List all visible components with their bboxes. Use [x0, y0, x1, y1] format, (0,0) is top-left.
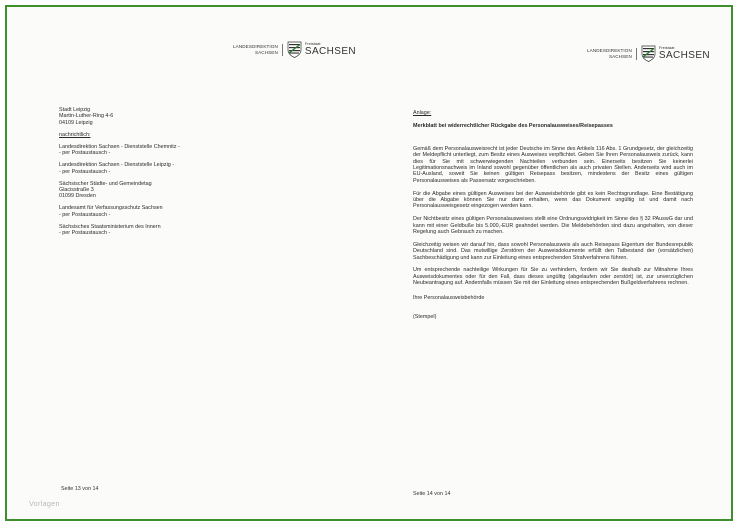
page-number: Seite 14 von 14 [413, 491, 451, 497]
address-column [59, 107, 259, 242]
cc-entry: Sächsischer Städte- und Gemeindetag Glacisstraße 3 01099 Dresden [59, 180, 152, 200]
body-paragraph: Gemäß dem Personalausweisrecht ist jeder Deutsche im Sinne des Artikels 116 Abs. 1 Grundgesetz, der gleichzeitig der Meldepflicht unterliegt, zum Besitz eines Ausweises verpflichtet. Geben Sie Ihren Personalausweis zurück, kann dies für Sie mit schwerwiegenden Nachteilen verbunden sein. Einerseits besitzen Sie keinerlei Legitimationsnachweis im Inland sowohl gegenüber öffentlichen als auch privaten Stellen. Anderseits wird auch im EU-Ausland, soweit Sie keinen gültigen Reisepass besitzen, mindestens der Besitz eines gültigen Personalausweises als Passersatz vorgeschrieben. [413, 145, 693, 184]
body-paragraph: Gleichzeitig weisen wir darauf hin, dass sowohl Personalausweis als auch Reisepass Eigentum der Bundesrepublik Deutschland sind. Das mutwillige Zerstören der Ausweisdokumente erfüllt den Tatbestand der (vorsätzlichen) Sachbeschädigung und kann zur Einleitung eines entsprechenden Strafverfahrens führen. [413, 241, 693, 261]
authority-name: LANDESDIREKTION SACHSEN [587, 48, 637, 60]
attachment-label: Anlage: [413, 110, 432, 116]
document-title: Merkblatt bei widerrechtlicher Rückgabe des Personalausweises/Reisepasses [413, 123, 613, 130]
cc-entry: Landesdirektion Sachsen - Dienststelle Leipzig - - per Postaustausch - [59, 162, 175, 175]
stamp-placeholder: (Stempel) [413, 314, 437, 321]
cc-entry: Landesamt für Verfassungsschutz Sachsen - per Postaustausch - [59, 205, 163, 218]
document-frame [5, 5, 733, 521]
brand-wordmark: Freistaat SACHSEN [304, 41, 357, 57]
brand-wordmark: Freistaat SACHSEN [658, 45, 711, 61]
saxony-crest-icon [287, 41, 302, 58]
letterhead [233, 41, 356, 58]
authority-name: LANDESDIREKTION SACHSEN [233, 44, 283, 56]
cc-label: nachrichtlich: [59, 131, 91, 138]
letter-body [413, 110, 693, 321]
signature-line: Ihre Personalausweisbehörde [413, 294, 485, 301]
body-paragraph: Für die Abgabe eines gültigen Ausweises bei der Ausweisbehörde gibt es kein Rechtsgrundlage. Eine Bestätigung über die Abgabe können Sie nur dann erhalten, wenn das Dokument ungültig ist und damit nach Personalausweisgesetz eingezogen werden kann. [413, 190, 693, 210]
body-paragraph: Der Nichtbesitz eines gültigen Personalausweises stellt eine Ordnungswidrigkeit im Sinne des § 32 PAuswG dar und kann mit einer Geldbuße bis 5.000,-EUR geahndet werden. Die Meldebehörden sind dazu angehalten, von dieser Regelung auch Gebrauch zu machen. [413, 216, 693, 236]
cc-entry: Sächsisches Staatsministerium des Innern - per Postaustausch - [59, 223, 161, 237]
cc-entry: Landesdirektion Sachsen - Dienststelle Chemnitz - - per Postaustausch - [59, 143, 180, 157]
page-number: Seite 13 von 14 [61, 486, 99, 492]
watermark-text: Vorlagen [29, 499, 60, 508]
left-page [7, 7, 369, 519]
body-paragraph: Um entsprechende nachteilige Wirkungen für Sie zu verhindern, fordern wir Sie deshalb zur Mitnahme Ihres Ausweisdokumentes oder für den Fall, dass dieses ungültig (abgelaufen oder zerstört) ist, zur unverzüglichen Neubeantragung auf. Andernfalls müssen Sie mit der Einleitung eines entsprechenden Bußgeldverfahrens rechnen. [413, 267, 693, 287]
right-page [369, 7, 733, 519]
letterhead [587, 45, 710, 62]
recipient-address: Stadt Leipzig Martin-Luther-Ring 4-6 04109 Leipzig [59, 107, 114, 126]
saxony-crest-icon [641, 45, 656, 62]
